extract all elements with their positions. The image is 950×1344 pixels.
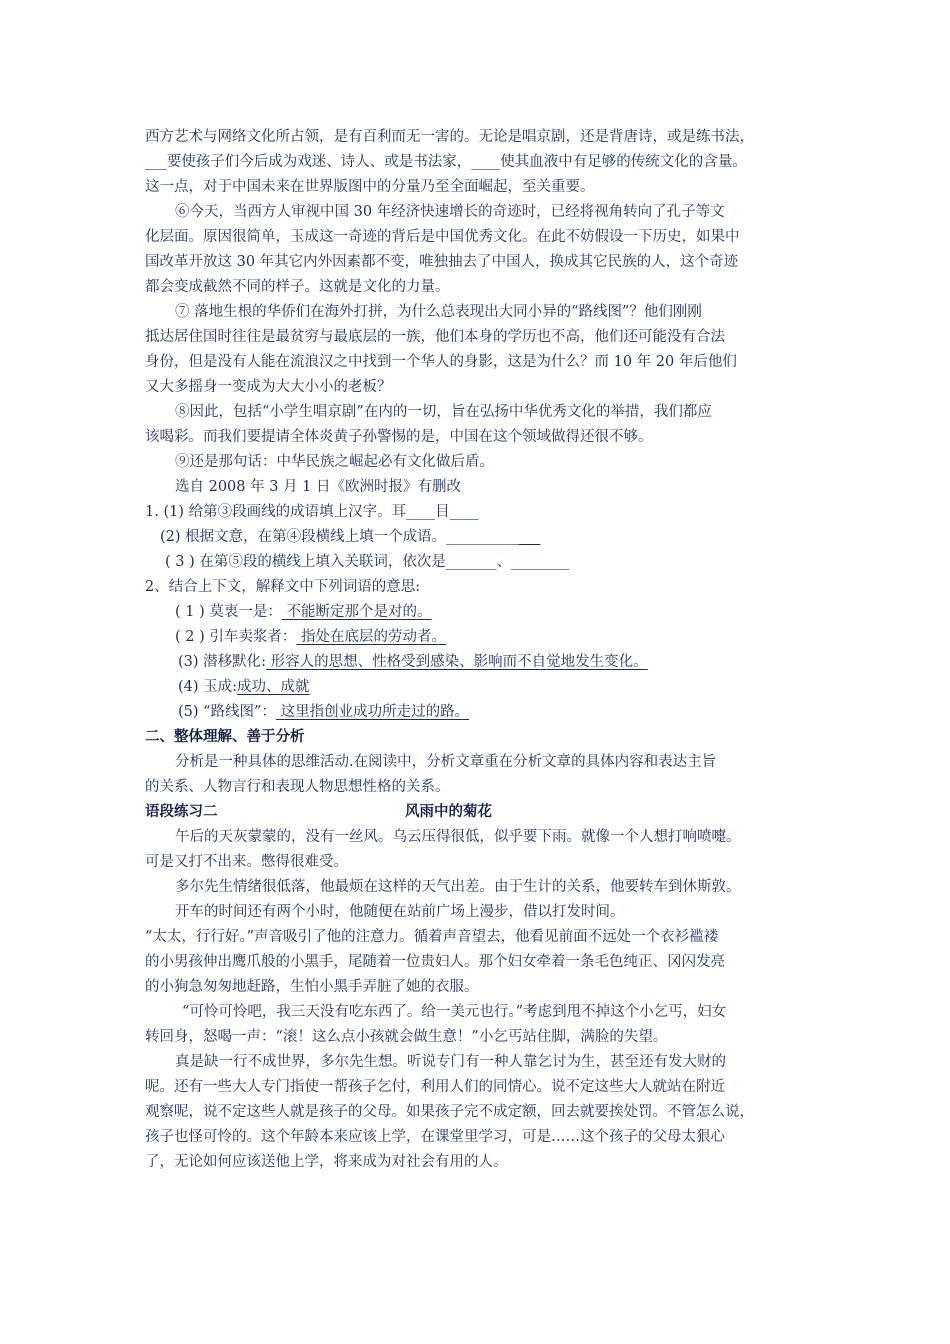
answer-3-text: 形容人的思想、性格受到感染、影响而不自觉地发生变化。 [266,654,648,670]
paragraph-line: 这一点，对于中国未来在世界版图中的分量乃至全面崛起，至关重要。 [145,179,595,195]
story-line: 的小狗急匆匆地赶路，生怕小黑手弄脏了她的衣服。 [145,979,479,995]
story-line: 可是又打不出来。憋得很难受。 [145,854,348,870]
paragraph-7-line: ⑦ 落地生根的华侨们在海外打拼，为什么总表现出大同小异的“路线图”？他们刚刚 [175,304,702,320]
answer-1-text: 不能断定那个是对的。 [281,604,432,620]
paragraph-7-line: 又大多摇身一变成为大大小小的老板？ [145,379,392,395]
story-line: 呢。还有一些大人专门指使一帮孩子乞付，利用人们的同情心。说不定这些大人就站在附近 [145,1079,725,1095]
question-1-2 [160,528,540,546]
answer-5-label: (5) “路线图”： [178,704,276,720]
answer-4-label: (4) 玉成: [178,679,238,695]
story-line: 孩子也怪可怜的。这个年龄本来应该上学，在课堂里学习，可是……这个孩子的父母太狠心 [145,1129,725,1145]
answer-4 [178,678,310,696]
answer-3 [178,653,648,671]
answer-5 [178,703,469,721]
story-line: 多尔先生情绪很低落，他最烦在这样的天气出差。由于生计的关系，他要转车到休斯敦。 [175,879,741,895]
paragraph-7-line: 抵达居住国时往往是最贫穷与最底层的一族，他们本身的学历也不高，他们还可能没有合法 [145,329,725,345]
story-line: 观察呢，说不定这些人就是孩子的父母。如果孩子完不成定额，回去就要挨处罚。不管怎么说， [145,1104,754,1120]
answer-2 [175,628,446,646]
question-1-2-blank: ___ [518,529,541,545]
answer-1-label: ( 1 ) 莫衷一是： [175,604,282,620]
answer-3-label: (3) 潜移默化: [178,654,267,670]
story-line: “可怜可怜吧，我三天没有吃东西了。给一美元也行。”考虑到甩不掉这个小乞丐，妇女 [182,1004,727,1020]
paragraph-line: 西方艺术与网络文化所占领，是有百利而无一害的。无论是唱京剧，还是背唐诗，或是练书法， [145,129,754,145]
paragraph-9-line: ⑨还是那句话：中华民族之崛起必有文化做后盾。 [175,454,494,470]
paragraph-line: ___要使孩子们今后成为戏迷、诗人、或是书法家，____使其血液中有足够的传统文化的含量。 [145,154,747,170]
answer-1 [175,603,431,621]
answer-4-text: 成功、成就 [237,679,310,695]
paragraph-7-line: 身份，但是没有人能在流浪汉之中找到一个华人的身影，这是为什么？而 10 年 20 年后他们 [145,354,737,370]
section-2-intro: 的关系、人物言行和表现人物思想性格的关系。 [145,779,450,795]
paragraph-8-line: 该喝彩。而我们要提请全体炎黄子孙警惕的是，中国在这个领域做得还很不够。 [145,429,653,445]
paragraph-8-line: ⑧因此，包括“小学生唱京剧”在内的一切，旨在弘扬中华优秀文化的举措，我们都应 [175,404,712,420]
answer-2-label: ( 2 ) 引车卖浆者： [175,629,297,645]
answer-5-text: 这里指创业成功所走过的路。 [275,704,470,720]
question-1-1: 1. (1) 给第③段画线的成语填上汉字。耳____目____ [145,504,479,520]
story-line: 午后的天灰蒙蒙的，没有一丝风。乌云压得很低，似乎要下雨。就像一个人想打响喷嚏。 [175,829,741,845]
section-2-intro: 分析是一种具体的思维活动.在阅读中，分析文章重在分析文章的具体内容和表达主旨 [175,754,717,770]
story-line: 了，无论如何应该送他上学，将来成为对社会有用的人。 [145,1154,508,1170]
paragraph-6-line: 国改革开放这 30 年其它内外因素都不变，唯独抽去了中国人，换成其它民族的人，这个奇迹 [145,254,739,270]
paragraph-6-line: ⑥今天，当西方人审视中国 30 年经济快速增长的奇迹时，已经将视角转向了孔子等文 [175,204,725,220]
paragraph-6-line: 化层面。原因很简单，玉成这一奇迹的背后是中国优秀文化。在此不妨假设一下历史，如果中 [145,229,740,245]
story-line: 转回身，怒喝一声：“滚！这么点小孩就会做生意！”小乞丐站住脚，满脸的失望。 [145,1029,668,1045]
story-line: 真是缺一行不成世界，多尔先生想。听说专门有一种人靠乞讨为生，甚至还有发大财的 [175,1054,726,1070]
source-citation: 选自 2008 年 3 月 1 日《欧洲时报》有删改 [175,479,462,495]
answer-2-text: 指处在底层的劳动者。 [296,629,446,645]
section-2-heading: 二、整体理解、善于分析 [145,729,305,745]
exercise-label: 语段练习二 [145,804,218,820]
exercise-title: 风雨中的菊花 [405,804,492,820]
question-1-3: ( 3 ) 在第⑤段的横线上填入关联词，依次是_______、________ [165,554,570,570]
paragraph-6-line: 都会变成截然不同的样子。这就是文化的力量。 [145,279,450,295]
story-line: 的小男孩伸出鹰爪般的小黑手，尾随着一位贵妇人。那个妇女牵着一条毛色纯正、冈闪发亮 [145,954,725,970]
question-1-2-text: (2) 根据文意，在第④段横线上填一个成语。__________ [160,529,519,545]
question-2: 2、结合上下文，解释文中下列词语的意思: [145,579,421,595]
story-line: “太太，行行好。”声音吸引了他的注意力。循着声音望去，他看见前面不远处一个衣衫褴褛 [145,929,719,945]
story-line: 开车的时间还有两个小时，他随便在站前广场上漫步，借以打发时间。 [175,904,625,920]
